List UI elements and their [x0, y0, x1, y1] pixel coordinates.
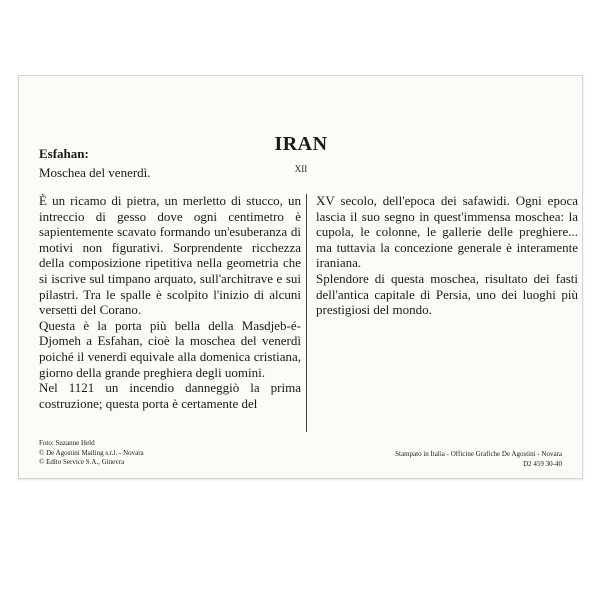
- credit-line: © Edito Service S.A., Ginevra: [39, 458, 125, 466]
- paragraph: Splendore di questa moschea, risultato dei fasti dell'antica capitale di Persia, uno dei luoghi più prestigiosi del mondo.: [316, 270, 578, 318]
- column-divider: [306, 194, 307, 432]
- paragraph: Nel 1121 un incendio danneggiò la prima costruzione; questa porta è certamente del: [39, 380, 301, 411]
- paragraph: Questa è la porta più bella della Masdjeb-é-Djomeh a Esfahan, cioè la moschea del venerdì poiché il venerdì equivale alla domenica cristiana, giorno della grande preghiera degli uomini.: [39, 317, 301, 380]
- paragraph: È un ricamo di pietra, un merletto di stucco, un intreccio di gesso dove ogni centimetro è sapientemente scavato formando un'esuberanza di motivi non figurativi. Sorprendente ricchezza della composizione ripetitiva nella geometria che si iscrive sul timpano arquato, sull'architrave e sui pilastri. Tra le spalle è scolpito l'inizio di alcuni versetti del Corano.: [39, 193, 301, 318]
- subject-title: Moschea del venerdì.: [39, 165, 151, 180]
- print-code: D2 459 30-40: [523, 459, 562, 468]
- credit-line: Foto: Suzanne Held: [39, 439, 95, 447]
- country-title: IRAN: [274, 133, 328, 155]
- paragraph: XV secolo, dell'epoca dei safawidi. Ogni epoca lascia il suo segno in quest'immensa moschea: la cupola, le colonne, le gallerie delle preghiere... ma tuttavia la concezione generale è interamente iraniana.: [316, 193, 578, 271]
- print-line: Stampato in Italia - Officine Grafiche De Agostini - Novara: [395, 450, 562, 458]
- photo-credits: [39, 439, 144, 468]
- credit-line: © De Agostini Mailing s.r.l. - Novara: [39, 448, 144, 457]
- plate-number: XII: [294, 164, 308, 174]
- info-card: [18, 75, 583, 479]
- text-column-left: [39, 193, 301, 411]
- region-heading: Esfahan:: [39, 146, 89, 161]
- print-info: [395, 450, 562, 469]
- text-column-right: [316, 193, 578, 318]
